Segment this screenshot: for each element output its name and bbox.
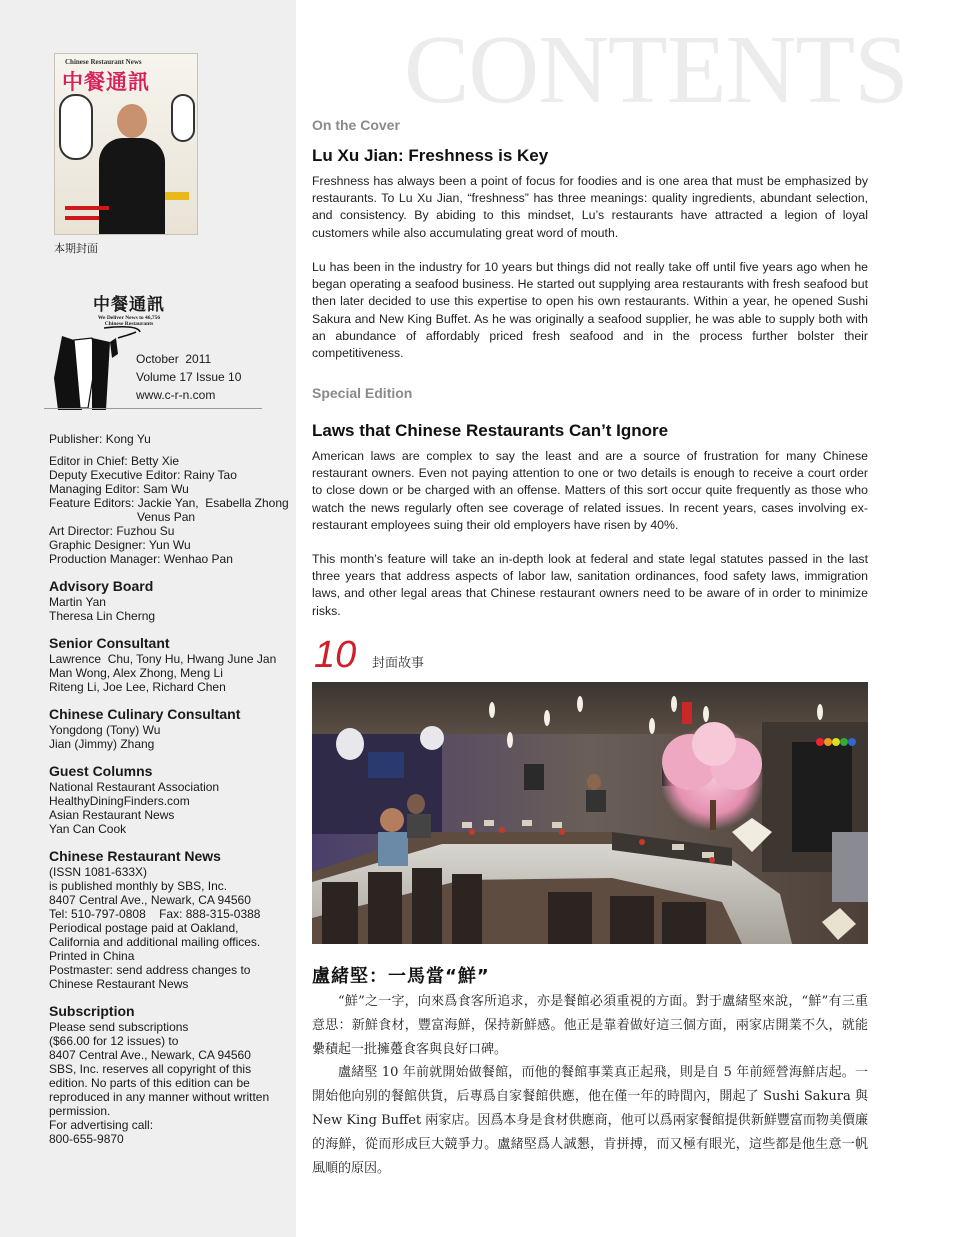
crn-line: Printed in China <box>49 949 135 963</box>
special-article-paragraph-2: This month’s feature will take an in-depth look at federal and state legal statutes passed in the last three years that address aspects of labor law, sanitation ordinances, food safety laws, immigration laws, and other legal areas that Chinese restaurant owners need to be aware of in order to minimize risks. <box>312 552 868 618</box>
staff-line: Deputy Executive Editor: Rainy Tao <box>49 468 237 482</box>
senior-line: Lawrence Chu, Tony Hu, Hwang June Jan <box>49 652 277 666</box>
cover-caption: 本期封面 <box>54 243 98 255</box>
feature-paragraph: “鮮”之一字，向來爲食客所追求，亦是餐館必須重視的方面。對于盧緒堅來說，“鮮”有三重意思：新鮮食材，豐富海鮮，保持新鮮感。他正是靠着做好這三個方面，兩家店開業不久，就能纍積起一批擁躉食客與良好口碑。 <box>312 994 868 1057</box>
culinary-heading: Chinese Culinary Consultant <box>49 706 241 722</box>
staff-line: Production Manager: Wenhao Pan <box>49 552 233 566</box>
cover-headline-bar <box>165 192 189 200</box>
staff-line: Managing Editor: Sam Wu <box>49 482 189 496</box>
masthead-staff <box>49 432 293 1146</box>
feature-paragraph-2: 盧緒堅 10 年前就開始做餐館，而他的餐館事業真正起飛，則是自 5 年前經營海鮮店起。一開始他向别的餐館供貨，后專爲自家餐館供應，他在僅一年的時間內，開起了 Sushi Sakura 與 New King Buffet 兩家店。因爲本身是食材供應商，他可以爲兩家餐館提供新鮮豐富而物美價廉的海鮮，從而形成巨大競爭力。盧緒堅爲人誠懇，肯拼搏，而又極有眼光，這些都是他生意一帆風順的原因。 <box>312 1065 868 1176</box>
advisory-line: Theresa Lin Cherng <box>49 609 156 623</box>
logo-chinese: 中餐通訊 <box>93 295 165 314</box>
advisory-heading: Advisory Board <box>49 578 154 594</box>
special-article-title[interactable]: Laws that Chinese Restaurants Can’t Ignore <box>312 421 669 440</box>
subscription-line: 8407 Central Ave., Newark, CA 94560 <box>49 1048 251 1062</box>
staff-line: Editor in Chief: Betty Xie <box>49 454 180 468</box>
subscription-line: Please send subscriptions <box>49 1020 189 1034</box>
guest-line: Asian Restaurant News <box>49 808 175 822</box>
senior-heading: Senior Consultant <box>49 635 170 651</box>
cover-person-body <box>99 138 165 235</box>
subscription-heading: Subscription <box>49 1003 135 1019</box>
special-article-paragraph: American laws are complex to say the least and are a source of frustration for many Chinese restaurant owners. Even not paying attention to one or two details is enough to receive a court order to close down or be charged with an offense. Matters of this sort occur quite frequently as those who watch the news regularly often see coverage of related issues. In recent years, cases involving ex-restaurant employees suing their old employers have risen by 40%. <box>312 449 868 532</box>
logo-tagline: We Deliver News to 46,756 <box>97 315 161 321</box>
culinary-line: Jian (Jimmy) Zhang <box>49 737 155 751</box>
divider <box>44 408 262 409</box>
senior-line: Riteng Li, Joe Lee, Richard Chen <box>49 680 226 694</box>
cover-article-paragraph-2: Lu has been in the industry for 10 years but things did not really take off until five years ago when he began operating a seafood business. He started out supplying area restaurants with fresh seafood but then later decided to use this expertise to open his own restaurants. Within a year, he opened Sushi Sakura and New King Buffet. As he was originally a seafood supplier, he was able to supply both with an abundance of affordably priced fresh seafood and in the process further bolster their competitiveness. <box>312 260 868 361</box>
staff-line: Art Director: Fuzhou Su <box>49 524 175 538</box>
cover-masthead-en: Chinese Restaurant News <box>65 58 142 66</box>
crn-line: California and additional mailing offices. <box>49 935 261 949</box>
cover-article-title[interactable]: Lu Xu Jian: Freshness is Key <box>312 146 549 165</box>
special-section-label: Special Edition <box>312 385 413 401</box>
guest-line: National Restaurant Association <box>49 780 220 794</box>
culinary-line: Yongdong (Tony) Wu <box>49 723 161 737</box>
advisory-line: Martin Yan <box>49 595 106 609</box>
subscription-line: ($66.00 for 12 issues) to <box>49 1034 179 1048</box>
website-link[interactable]: www.c-r-n.com <box>136 388 216 402</box>
crn-line: Tel: 510-797-0808 Fax: 888-315-0388 <box>49 907 261 921</box>
feature-page-number: 10 <box>314 634 357 676</box>
feature-label: 封面故事 <box>372 655 425 670</box>
subscription-line: SBS, Inc. reserves all copyright of this <box>49 1062 252 1076</box>
guest-heading: Guest Columns <box>49 763 153 779</box>
issue-info <box>136 350 241 404</box>
staff-line: Graphic Designer: Yun Wu <box>49 538 191 552</box>
subscription-line: reproduced in any manner without written <box>49 1090 270 1104</box>
cover-thumbnail[interactable] <box>54 53 198 235</box>
subscription-line: edition. No parts of this edition can be <box>49 1076 250 1090</box>
restaurant-photo <box>312 682 868 944</box>
crn-line: Postmaster: send address changes to <box>49 963 251 977</box>
guest-line: Yan Can Cook <box>49 822 127 836</box>
waiter-illustration <box>52 318 142 410</box>
subscription-line: For advertising call: <box>49 1118 154 1132</box>
cover-section-label: On the Cover <box>312 117 400 133</box>
subscription-line: 800-655-9870 <box>49 1132 124 1146</box>
feature-title[interactable]: 盧緒堅：一馬當“鮮” <box>312 966 490 987</box>
logo-tagline-2: Chinese Restaurants <box>104 321 154 327</box>
issue-volume: Volume 17 Issue 10 <box>136 370 242 384</box>
crn-line: 8407 Central Ave., Newark, CA 94560 <box>49 893 251 907</box>
crn-line: Periodical postage paid at Oakland, <box>49 921 239 935</box>
cover-masthead-cn: 中餐通訊 <box>62 71 150 94</box>
cover-article-paragraph: Freshness has always been a point of focus for foodies and is one area that must be emphasized by restaurants. To Lu Xu Jian, “freshness” has three meanings: quality ingredients, abundant selection, and consistency. By abiding to this mindset, Lu’s restaurants have attracted a legion of loyal customers while also accumulating great word of mouth. <box>312 174 868 240</box>
senior-line: Man Wong, Alex Zhong, Meng Li <box>49 666 223 680</box>
sidebar <box>0 0 296 1237</box>
staff-line: Publisher: Kong Yu <box>49 432 151 446</box>
subscription-line: permission. <box>49 1104 111 1118</box>
crn-line: Chinese Restaurant News <box>49 977 189 991</box>
cover-headline-bar <box>65 216 99 220</box>
crn-heading: Chinese Restaurant News <box>49 848 221 864</box>
cover-sign-graphic <box>171 94 195 142</box>
staff-line: Venus Pan <box>137 510 196 524</box>
crn-line: is published monthly by SBS, Inc. <box>49 879 228 893</box>
contents-heading: CONTENTS <box>404 16 908 124</box>
crn-line: (ISSN 1081-633X) <box>49 865 148 879</box>
cover-headline-bar <box>65 206 109 210</box>
issue-date: October 2011 <box>136 352 212 366</box>
staff-line: Feature Editors: Jackie Yan, Esabella Zhong <box>49 496 289 510</box>
cover-person-head <box>117 104 147 138</box>
cover-sign-graphic <box>59 94 93 160</box>
guest-line: HealthyDiningFinders.com <box>49 794 190 808</box>
